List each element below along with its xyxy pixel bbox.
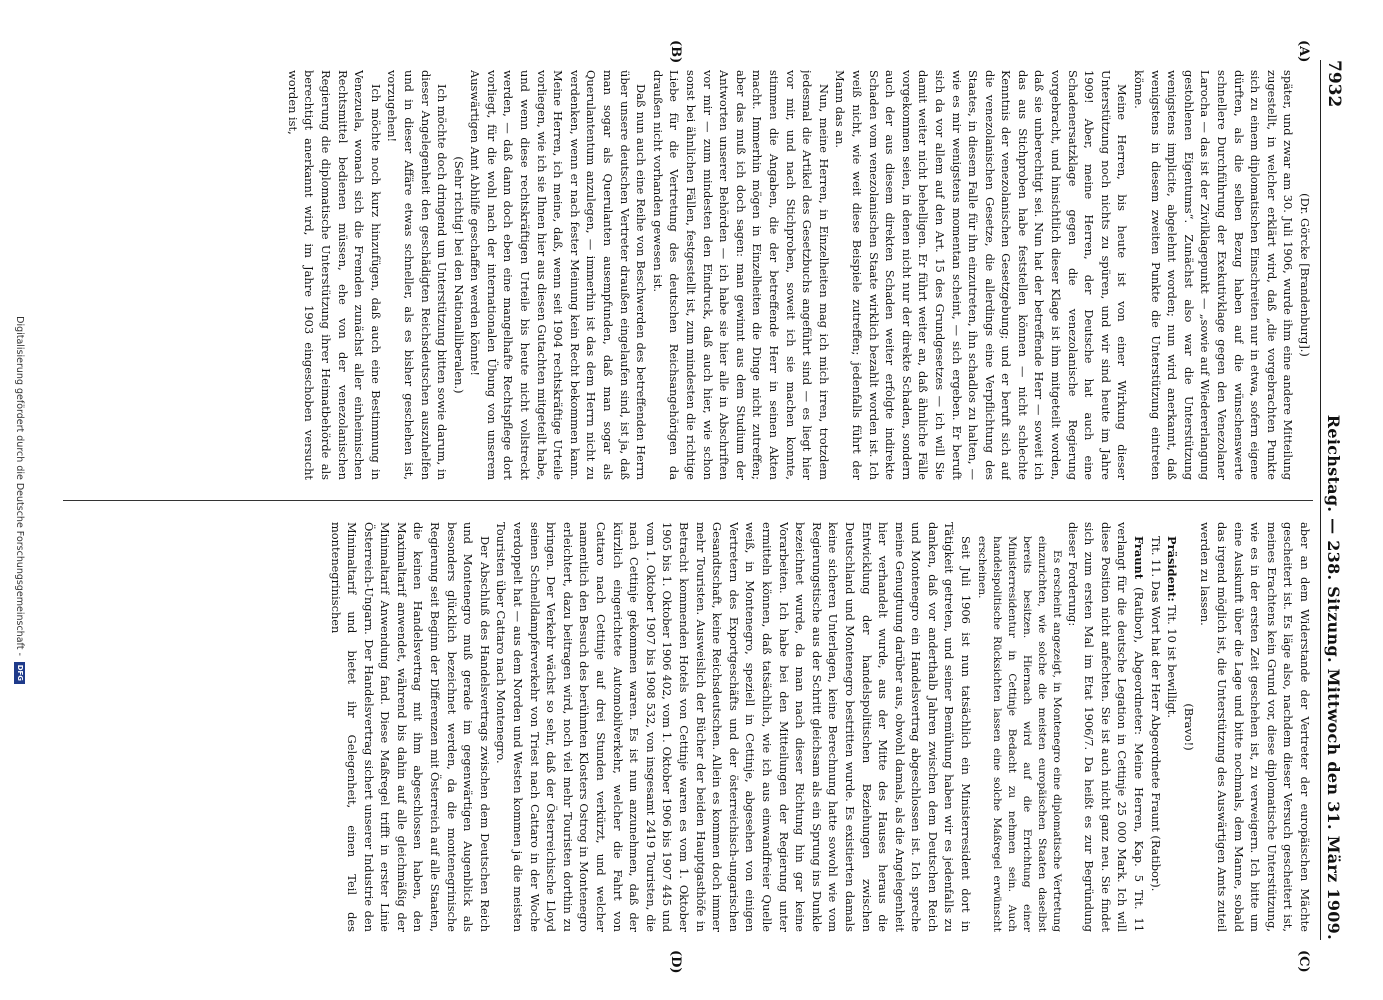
paragraph: Ich möchte noch kurz hinzufügen, daß auch eine Bestimmung in Venezuela, wonach sich die Fremden zunächst aller einheimischen Rechtsmittel bedienen müssen, ehe von der venezolanischen Regierung die diplomatische Unterstützung ihrer Heimatbehörde als berechtigt anerkannt wird, im Jahre 1903 eingeschoben versucht worden ist, bbox=[285, 70, 383, 480]
interjection: (Bravo!) bbox=[1181, 703, 1196, 751]
paragraph: Meine Herren, bis heute ist von einer Wirkung dieser Unterstützung noch nichts zu spüren, und wir sind heute im Jahre 1909! Aber, meine Herren, der Deutsche hat auch eine Schadenersatzklage gegen die venezolanische Regierung vorgebracht, und hinsichtlich dieser Klage ist ihm mitgeteilt worden, daß sie unberechtigt sei. Nun hat der betreffende Herr — soweit ich das aus Stichproben habe feststellen können — nicht schlechte Kenntnis der venezolanischen Gesetzgebung; und er beruft sich auf die venezolanischen Gesetze, die allerdings eine Verpflichtung des Staates, in diesem Falle für ihn einzutreten, ihn schadlos zu halten, — wie es mir wenigstens momentan scheint, — sich ergeben. Er beruft sich da vor allem auf den Art. 15 des Grundgesetzes — ich will Sie damit weiter nicht behelligen. Er führt weiter an, daß ähnliche Fälle vorgekommen seien, in denen nicht nur der direkte Schaden, sondern auch der aus diesem direkten Schaden weiter erfolgte indirekte Schaden vom venezolanischen Staate wirklich bezahlt worden ist. Ich weiß nicht, wie weit diese Beispiele zutreffen; jedenfalls führt der Mann das an. bbox=[833, 70, 1130, 480]
margin-marker-d: (D) bbox=[668, 950, 683, 974]
paragraph: Ich möchte doch dringend um Unterstützung bitten sowie darum, in dieser Angelegenheit den geschädigten Reichsdeutschen auszuhelfen und in dieser Affäre etwas schneller, als es bisher geschehen ist, vorzugehen! bbox=[385, 70, 450, 480]
column-divider bbox=[63, 500, 1313, 501]
speaker-note: (Dr. Görcke [Brandenburg].) bbox=[1298, 193, 1312, 357]
president-text-2: Tit. 11. Das Wort hat der Herr Abgeordnete Fraunt (Ratibor). bbox=[1148, 536, 1163, 892]
president-text: Tit. 10 ist bewilligt. bbox=[1165, 605, 1180, 718]
speaker-statement bbox=[1064, 522, 1147, 932]
paragraph: Der Abschluß des Handelsvertrags zwischen dem Deutschen Reich und Montenegro muß gerade im gegenwärtigen Augenblick als besonders glücklich bezeichnet werden, da die montenegrinische Regierung seit Beginn der Differenzen mit Österreich auf alle Staaten, die keinen Handelsvertrag mit ihm abgeschlossen haben, den Maximaltarif anwendet, während bis dahin auf alle gleichmäßig der Minimaltarif Anwendung fand. Diese Maßregel trifft in erster Linie Österreich-Ungarn. Der Handelsvertrag sichert unserer Industrie den Minimaltarif und bietet ihr Gelegenheit, einen Teil des montenegrinischen bbox=[328, 522, 492, 932]
margin-marker-a: (A) bbox=[1296, 40, 1311, 63]
paragraph: aber an dem Widerstande der Vertreter der europäischen Mächte gescheitert ist. Es läge also, nachdem dieser Versuch gescheitert ist, meines Erachtens kein Grund vor, diese diplomatische Unterstützung, wie es in der ersten Zeit geschehen ist, zu verweigern. Ich bitte um eine Auskunft über die Lage und bitte nochmals, dem Manne, sobald das irgend möglich ist, die Unterstützung des Auswärtigen Amts zuteil werden zu lassen. bbox=[1198, 522, 1312, 932]
page-header bbox=[1320, 60, 1347, 940]
paragraph: Nun, meine Herren, in Einzelheiten mag ich mich irren, trotzdem jedesmal die Artikel des Gesetzbuchs angeführt sind — es liegt hier vor mir, und nach Stichproben, soweit ich sie machen konnte, stimmen die Angaben, die der betreffende Herr in seinen Akten macht. Immerhin mögen in Einzelheiten die Dinge nicht zutreffen; aber das muß ich doch sagen: man gewinnt aus dem Studium der Antworten unserer Behörden — ich habe sie hier alle in Abschriften vor mir — zum mindesten den Eindruck, daß auch hier, wie schon sonst bei ähnlichen Fällen, festgestellt ist, zum mindesten die richtige Liebe für die Vertretung des deutschen Reichsangehörigen da draußen nicht vorhanden gewesen ist. bbox=[650, 70, 831, 480]
left-column bbox=[58, 70, 1313, 480]
margin-marker-c: (C) bbox=[1296, 950, 1311, 973]
interjection: (Sehr richtig! bei den Nationalliberalen.) bbox=[451, 156, 466, 394]
quote-block: Es erscheint angezeigt, in Montenegro eine diplomatische Vertretung einzurichten, wie solche die meisten europäischen Staaten daselbst bereits besitzen. Hiernach wird auf die Errichtung einer Ministerresidentur in Cettinje Bedacht zu nehmen sein. Auch handelspolitische Rücksichten lassen eine solche Maßregel erwünscht erscheinen. bbox=[976, 536, 1064, 932]
paragraph: Seit Juli 1906 ist nun tatsächlich ein Ministerresident dort in Tätigkeit getreten, und seiner Bemühung haben wir es jedenfalls zu danken, daß vor anderthalb Jahren zwischen dem Deutschen Reich und Montenegro ein Handelsvertrag abgeschlossen ist. Ich spreche meine Genugtuung darüber aus, obwohl damals, als die Angelegenheit hier verhandelt wurde, aus der Mitte des Hauses heraus die Entwicklung der handelspolitischen Beziehungen zwischen Deutschland und Montenegro bestritten wurde. Es existierten damals keine sicheren Unterlagen, keine Berechnung hatte sowohl wie vom Regierungstische aus der Schritt gleichsam als ein Sprung ins Dunkle bezeichnet wurde, da man nach dieser Richtung hin gar keine Vorarbeiten. Ich habe bei den Mitteilungen der Regierung unter ermitteln können, daß tatsächlich, wie ich aus einwandfreier Quelle weiß, in Montenegro, speziell in Cettinje, abgesehen von einigen Vertretern des Exportgeschäfts und der österreichisch-ungarischen Gesandtschaft, keine Reichsdeutschen. Allein es kommen doch immer mehr Touristen. Ausweislich der Bücher der beiden Hauptgasthöfe in Betracht kommenden Hotels von Cettinje waren es vom 1. Oktober 1905 bis 1. Oktober 1906 402, vom 1. Oktober 1906 bis 1907 445 und vom 1. Oktober 1907 bis 1908 532, von insgesamt 2419 Touristen, die nach Cettinje gekommen waren. Es ist nun anzunehmen, daß der kürzlich eingerichtete Automobilverkehr, welcher die Fahrt von Cattaro nach Cettinje auf drei Stunden verkürzt, und welcher namentlich den Besuch des berühmten Klosters Ostrog in Montenegro erleichtert, dazu beitragen wird, noch viel mehr Touristen dorthin zu bringen. Der Verkehr wächst so sehr, daß der Österreichische Lloyd seinen Schnelldampferverkehr von Triest nach Cattaro in der Woche verdoppelt hat — aus dem Norden und Westen kommen ja die meisten Touristen über Cattaro nach Montenegro. bbox=[494, 522, 974, 932]
president-label: Präsident: bbox=[1165, 536, 1180, 602]
page-title: Reichstag. — 238. Sitzung. Mittwoch den 31. März 1909. bbox=[1324, 414, 1344, 940]
page-footer bbox=[7, 0, 33, 1000]
paragraph: Daß nun auch eine Reihe von Beschwerden des betreffenden Herrn über unsere deutschen Vertreter draußen eingelaufen sind, ist ja, daß man sogar als Querulanten ausempfunden, daß man sogar als Querulantentum anzulegen, — immerhin ist das dem Herrn nicht zu verdenken, wenn er nach fester Meinung kein Recht bekommen kann. Meine Herren, ich meine, daß, wenn seit 1904 rechtskräftige Urteile vorliegen, wie ich sie Ihnen hier aus diesen Gutachten mitgeteilt habe, und wenn diese rechtskräftigen Urteile bis heute nicht vollstreckt werden, — daß dann doch eben eine mangelhafte Rechtspflege dort vorliegt, für die wohl nach der internationalen Übung von unserem Auswärtigen Amt Abhilfe geschaffen werden könnte! bbox=[468, 70, 649, 480]
speaker-text: (Ratibor), Abgeordneter: Meine Herren, Kap. 5 Tit. 11 verlangt für die deutsche Legation in Cettinje 25 000 Mark. Ich will diese Position nicht anfechten. Sie ist auch nicht ganz neu. Sie findet sich zum ersten Mal im Etat 1906/7. Da heißt es zur Begründung dieser Forderung: bbox=[1065, 522, 1147, 932]
footer-text: Digitalisierung gefördert durch die Deutsche Forschungsgemeinschaft - bbox=[14, 316, 26, 656]
dfg-logo: DFG bbox=[15, 662, 26, 684]
margin-marker-b: (B) bbox=[668, 40, 683, 64]
right-column bbox=[58, 522, 1313, 932]
paragraph: später, und zwar am 30. Juli 1906, wurde ihm eine andere Mitteilung zugestellt, in welcher erklärt wird, daß „die vorgebrachten Punkte sich zu einem diplomatischen Einschreiten nur in etwa, sofern eigene dürften, als die selben Bezug haben auf die wünschenswerte schnellere Durchführung der Exekutivklage gegen den Venezolaner Larocha — das ist der Zivilklagepunkt — „sowie auf Wiedererlangung gestohlenen Eigentums“. Zunächst also war die Unterstützung wenigstens implicite, abgelehnt worden; nun wird anerkannt, daß wenigstens in diesem zweiten Punkte die Unterstützung eintreten könne. bbox=[1132, 70, 1296, 480]
speaker-label: Fraunt bbox=[1132, 536, 1147, 580]
page-number: 7932 bbox=[1324, 60, 1344, 108]
president-statement bbox=[1164, 522, 1181, 932]
